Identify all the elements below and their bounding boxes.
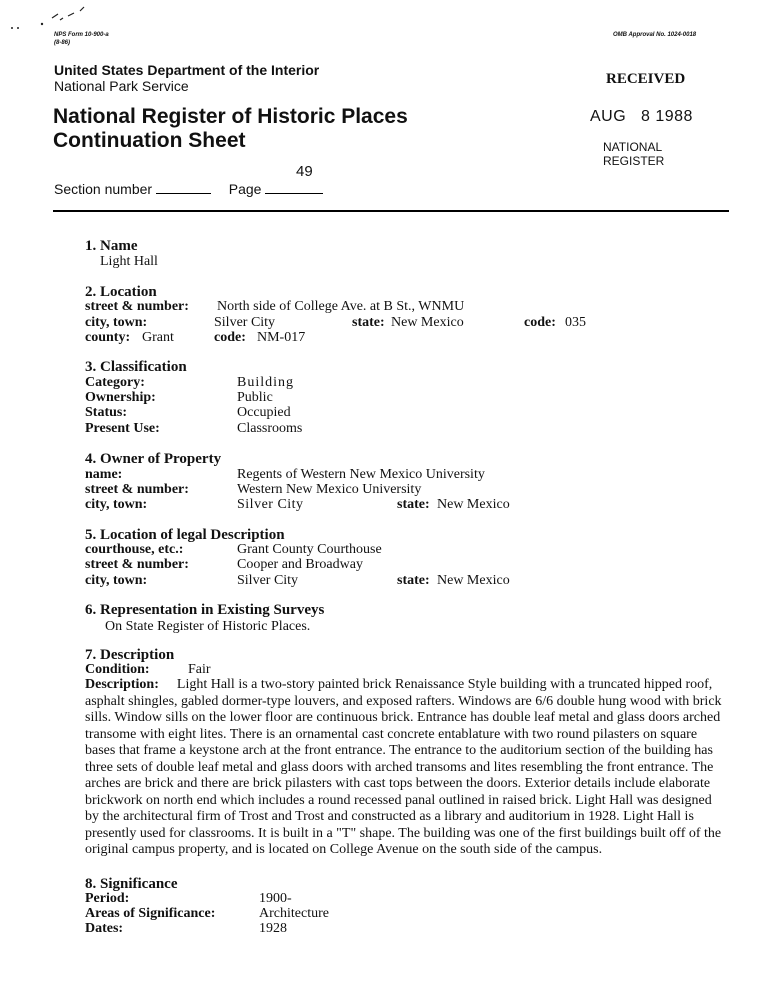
legal-city-value: Silver City xyxy=(237,573,299,588)
courthouse-label: courthouse, etc.: xyxy=(85,542,184,557)
legal-street-value: Cooper and Broadway xyxy=(237,557,363,572)
stamp-received: RECEIVED xyxy=(606,71,686,87)
description-paragraph xyxy=(85,677,725,859)
owner-state-value: New Mexico xyxy=(437,497,510,512)
owner-street-value: Western New Mexico University xyxy=(237,482,422,497)
section-heading-description: 7. Description xyxy=(85,647,175,663)
location-county-code-label: code: xyxy=(214,330,246,345)
page-blank xyxy=(265,181,323,194)
location-code-label: code: xyxy=(524,315,556,330)
section-number-blank xyxy=(156,181,211,194)
owner-city-label: city, town: xyxy=(85,497,148,512)
stamp-national: NATIONAL xyxy=(603,140,663,154)
condition-value: Fair xyxy=(188,662,211,677)
form-title-line2: Continuation Sheet xyxy=(53,129,246,152)
location-city-value: Silver City xyxy=(214,315,276,330)
courthouse-value: Grant County Courthouse xyxy=(237,542,382,557)
section-heading-name: 1. Name xyxy=(85,238,138,254)
present-use-value: Classrooms xyxy=(237,421,303,436)
category-label: Category: xyxy=(85,375,145,390)
header-divider xyxy=(53,210,729,212)
page-value: 49 xyxy=(296,163,313,180)
status-label: Status: xyxy=(85,405,128,420)
owner-name-label: name: xyxy=(85,467,123,482)
condition-label: Condition: xyxy=(85,662,150,677)
surveys-value: On State Register of Historic Places. xyxy=(105,619,311,634)
legal-city-label: city, town: xyxy=(85,573,148,588)
location-county-code-value: NM-017 xyxy=(257,330,306,345)
section-number-field xyxy=(54,181,323,197)
stamp-date: AUG 8 1988 xyxy=(590,108,693,125)
section-heading-significance: 8. Significance xyxy=(85,876,178,892)
omb-approval: OMB Approval No. 1024-0018 xyxy=(613,32,697,38)
present-use-label: Present Use: xyxy=(85,421,160,436)
dates-value: 1928 xyxy=(259,921,287,936)
section-number-label: Section number xyxy=(54,181,153,197)
form-date: (8-86) xyxy=(54,40,71,46)
location-street-value: North side of College Ave. at B St., WNMU xyxy=(217,299,465,314)
location-state-value: New Mexico xyxy=(391,315,464,330)
legal-street-label: street & number: xyxy=(85,557,189,572)
description-label: Description: xyxy=(85,677,159,692)
location-street-label: street & number: xyxy=(85,299,189,314)
form-number: NPS Form 10-900-a xyxy=(54,32,109,38)
dates-label: Dates: xyxy=(85,921,124,936)
ownership-label: Ownership: xyxy=(85,390,156,405)
service: National Park Service xyxy=(54,78,189,94)
status-value: Occupied xyxy=(237,405,291,420)
section-heading-legal: 5. Location of legal Description xyxy=(85,527,285,543)
period-value: 1900- xyxy=(259,891,292,906)
areas-value: Architecture xyxy=(259,906,329,921)
section-heading-location: 2. Location xyxy=(85,284,157,300)
location-county-label: county: xyxy=(85,330,131,345)
stamp-register: REGISTER xyxy=(603,154,665,168)
location-city-label: city, town: xyxy=(85,315,148,330)
section-heading-owner: 4. Owner of Property xyxy=(85,451,222,467)
property-name: Light Hall xyxy=(100,254,158,269)
owner-street-label: street & number: xyxy=(85,482,189,497)
location-code-value: 035 xyxy=(565,315,586,330)
department: United States Department of the Interior xyxy=(54,62,320,78)
category-value: Building xyxy=(237,375,295,390)
period-label: Period: xyxy=(85,891,130,906)
areas-label: Areas of Significance: xyxy=(85,906,216,921)
legal-state-value: New Mexico xyxy=(437,573,510,588)
location-county-value: Grant xyxy=(142,330,174,345)
legal-state-label: state: xyxy=(397,573,430,588)
description-text: Light Hall is a two-story painted brick Renaissance Style building with a truncated hipped roof, asphalt shingles, gabled dormer-type louvers, and exposed rafters. Windows are 6/6 double hung wood with brick sills. Window sills on the lower floor are continuous brick. Entrance has double leaf metal and glass doors arched transome with eight lites. There is an ornamental cast concrete entablature with two round pilasters on square bases that frame a keystone arch at the front entrance. The entrance to the auditorium section of the building has three sets of double leaf metal and glass doors with arched transoms and lites resembling the front entrance. The arches are brick and there are brick pilasters with cast tops between the doors. Exterior details include elaborate brickwork on north end which includes a round recessed panal outlined in raised brick. Light Hall was designed by the architectural firm of Trost and Trost and constructed as a library and auditorium in 1928. Light Hall is presently used for classrooms. It is built in a "T" shape. The building was one of the first buildings built off of the original campus property, and is located on College Avenue on the south side of the campus. xyxy=(85,677,722,857)
location-state-label: state: xyxy=(352,315,385,330)
page-label: Page xyxy=(228,181,262,197)
section-heading-classification: 3. Classification xyxy=(85,359,187,375)
owner-name-value: Regents of Western New Mexico University xyxy=(237,467,485,482)
section-heading-surveys: 6. Representation in Existing Surveys xyxy=(85,602,325,618)
ownership-value: Public xyxy=(237,390,273,405)
form-title-line1: National Register of Historic Places xyxy=(53,105,408,128)
owner-city-value: Silver City xyxy=(237,497,304,512)
owner-state-label: state: xyxy=(397,497,430,512)
